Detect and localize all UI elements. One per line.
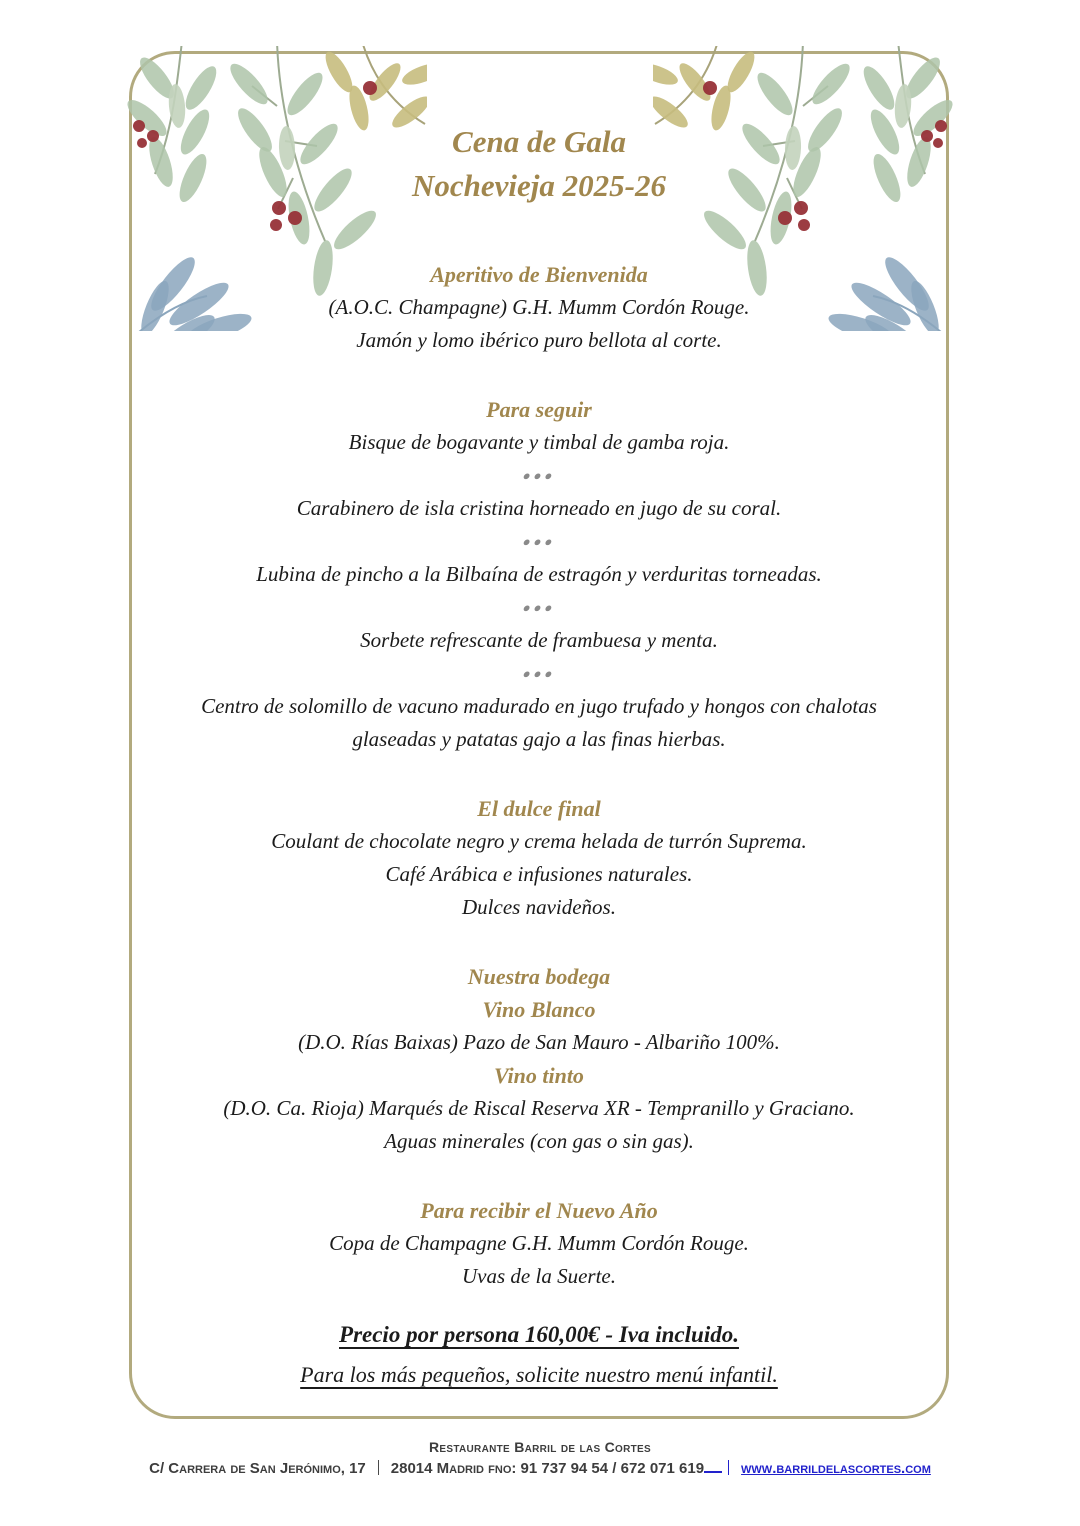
footer-contact-line <box>0 1458 1080 1479</box>
footer <box>0 1437 1080 1479</box>
section-nuevo-ano <box>132 1194 946 1293</box>
dots-separator <box>132 459 946 492</box>
wine-line: (D.O. Ca. Rioja) Marqués de Riscal Reserva XR - Tempranillo y Graciano. <box>223 1096 855 1120</box>
section-bodega <box>132 960 946 1158</box>
website-link[interactable]: www.barrildelascortes.com <box>741 1460 931 1477</box>
dots-glyph: ●●● <box>520 534 558 549</box>
footer-address: C/ Carrera de San Jerónimo, 17 <box>149 1460 366 1477</box>
dots-separator <box>132 525 946 558</box>
dish-line: Carabinero de isla cristina horneado en jugo de su coral. <box>296 496 782 520</box>
section-heading: Nuestra bodega <box>467 964 611 989</box>
price-per-person: Precio por persona 160,00€ - Iva incluido. <box>339 1322 739 1347</box>
restaurant-name: Restaurante Barril de las Cortes <box>429 1439 651 1455</box>
dish-line: Coulant de chocolate negro y crema helada de turrón Suprema. <box>271 829 807 853</box>
dots-glyph: ●●● <box>520 600 558 615</box>
section-heading: El dulce final <box>477 796 601 821</box>
wine-subheading-red: Vino tinto <box>494 1063 584 1088</box>
section-heading: Para recibir el Nuevo Año <box>420 1198 658 1223</box>
pricing-block <box>132 1315 946 1395</box>
section-dulce-final <box>132 792 946 924</box>
dish-line: Lubina de pincho a la Bilbaína de estragón y verduritas torneadas. <box>256 562 822 586</box>
dish-line: Uvas de la Suerte. <box>462 1264 616 1288</box>
dish-line: Sorbete refrescante de frambuesa y menta. <box>360 628 718 652</box>
foliage-decoration-left <box>127 46 427 331</box>
title-line-1: Cena de Gala <box>452 124 626 159</box>
dish-line: (A.O.C. Champagne) G.H. Mumm Cordón Rouge. <box>328 295 750 319</box>
footer-divider-blue <box>728 1460 729 1475</box>
link-underline-lead <box>704 1459 722 1473</box>
water-line: Aguas minerales (con gas o sin gas). <box>384 1129 694 1153</box>
footer-divider <box>378 1460 379 1475</box>
foliage-decoration-right <box>653 46 953 331</box>
dish-line: Café Arábica e infusiones naturales. <box>385 862 693 886</box>
dish-line: Dulces navideños. <box>462 895 616 919</box>
kids-menu-note: Para los más pequeños, solicite nuestro menú infantil. <box>300 1362 778 1387</box>
title-line-2: Nochevieja 2025-26 <box>412 168 666 203</box>
section-para-seguir <box>132 393 946 756</box>
dish-line: Copa de Champagne G.H. Mumm Cordón Rouge. <box>329 1231 749 1255</box>
footer-phone: 28014 Madrid fno: 91 737 94 54 / 672 071 619 <box>390 1460 705 1477</box>
wine-line: (D.O. Rías Baixas) Pazo de San Mauro - Albariño 100%. <box>298 1030 780 1054</box>
dish-line: Jamón y lomo ibérico puro bellota al corte. <box>356 328 722 352</box>
dish-line: Bisque de bogavante y timbal de gamba roja. <box>348 430 730 454</box>
dots-separator <box>132 657 946 690</box>
dish-line: Centro de solomillo de vacuno madurado en jugo trufado y hongos con chalotas glaseadas y patatas gajo a las finas hierbas. <box>201 694 877 751</box>
section-heading: Aperitivo de Bienvenida <box>430 262 648 287</box>
dots-glyph: ●●● <box>520 468 558 483</box>
section-heading: Para seguir <box>486 397 592 422</box>
dots-glyph: ●●● <box>520 666 558 681</box>
dots-separator <box>132 591 946 624</box>
wine-subheading-white: Vino Blanco <box>482 997 596 1022</box>
